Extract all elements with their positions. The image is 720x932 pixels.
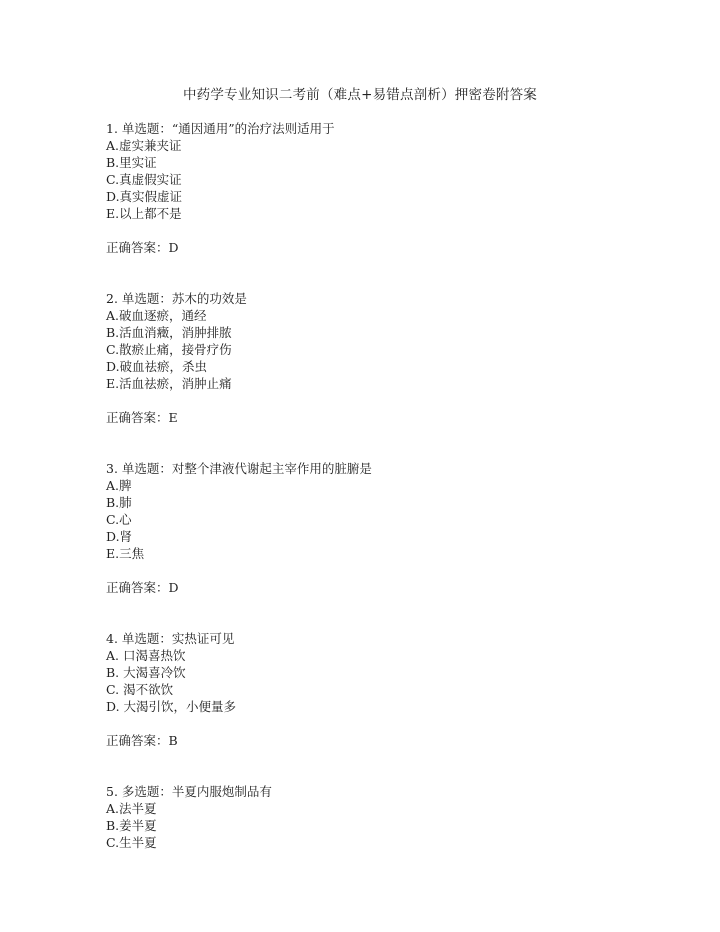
option-a: A.脾 bbox=[106, 478, 132, 493]
question-stem: 1. 单选题：“通因通用”的治疗法则适用于 bbox=[106, 121, 335, 136]
option-a: A. 口渴喜热饮 bbox=[106, 648, 186, 663]
question-stem: 5. 多选题：半夏内服炮制品有 bbox=[106, 784, 272, 799]
option-a: A.虚实兼夹证 bbox=[106, 138, 182, 153]
option-b: B.里实证 bbox=[106, 155, 157, 170]
answer-line: 正确答案：D bbox=[106, 580, 179, 595]
question-stem: 2. 单选题：苏木的功效是 bbox=[106, 291, 247, 306]
option-c: C. 渴不欲饮 bbox=[106, 682, 174, 697]
option-c: C.生半夏 bbox=[106, 835, 157, 850]
question-5 bbox=[106, 783, 666, 851]
answer-line: 正确答案：E bbox=[106, 410, 178, 425]
question-list bbox=[106, 120, 666, 851]
option-d: D.破血祛瘀，杀虫 bbox=[106, 359, 208, 374]
option-a: A.法半夏 bbox=[106, 801, 157, 816]
option-d: D. 大渴引饮，小便量多 bbox=[106, 699, 237, 714]
option-d: D.真实假虚证 bbox=[106, 189, 183, 204]
option-b: B.姜半夏 bbox=[106, 818, 157, 833]
question-4 bbox=[106, 630, 666, 749]
option-b: B.活血消癥，消肿排脓 bbox=[106, 325, 232, 340]
option-e: E.以上都不是 bbox=[106, 206, 182, 221]
option-a: A.破血逐瘀，通经 bbox=[106, 308, 207, 323]
option-c: C.真虚假实证 bbox=[106, 172, 182, 187]
option-b: B. 大渴喜冷饮 bbox=[106, 665, 186, 680]
question-1 bbox=[106, 120, 666, 256]
question-3 bbox=[106, 460, 666, 596]
option-d: D.肾 bbox=[106, 529, 133, 544]
option-e: E.三焦 bbox=[106, 546, 145, 561]
option-c: C.心 bbox=[106, 512, 132, 527]
question-2 bbox=[106, 290, 666, 426]
question-stem: 3. 单选题：对整个津液代谢起主宰作用的脏腑是 bbox=[106, 461, 372, 476]
answer-line: 正确答案：B bbox=[106, 733, 178, 748]
answer-line: 正确答案：D bbox=[106, 240, 179, 255]
option-b: B.肺 bbox=[106, 495, 132, 510]
option-c: C.散瘀止痛，接骨疗伤 bbox=[106, 342, 232, 357]
option-e: E.活血祛瘀，消肿止痛 bbox=[106, 376, 232, 391]
page-title: 中药学专业知识二考前（难点+易错点剖析）押密卷附答案 bbox=[182, 87, 537, 103]
question-stem: 4. 单选题：实热证可见 bbox=[106, 631, 235, 646]
